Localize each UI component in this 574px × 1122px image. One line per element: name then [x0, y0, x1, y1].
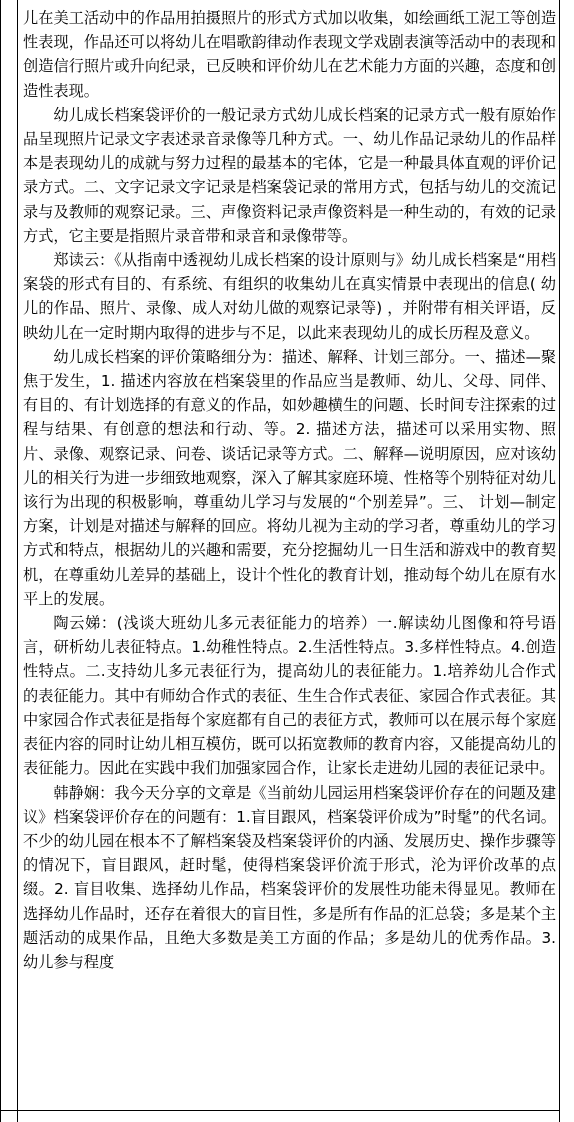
paragraph-han-jingxian: 韩静娴：我今天分享的文章是《当前幼儿园运用档案袋评价存在的问题及建议》档案袋评价存在的问题有：1.盲目跟风，档案袋评价成为”时髦”的代名词。不少的幼儿园在根本不了解档案袋及档案袋评价的内涵、发展历史、操作步骤等的情况下，盲目跟风，赶时髦，使得档案袋评价流于形式，沦为评价改革的点缀。2. 盲目收集、选择幼儿作品，档案袋评价的发展性功能未得显见。教师在选择幼儿作品时，还存在着很大的盲目性，多是所有作品的汇总袋；多是某个主题活动的成果作品，且绝大多数是美工方面的作品；多是幼儿的优秀作品。3. 幼儿参与程度	[23, 783, 556, 971]
paragraph-recording-methods: 幼儿成长档案袋评价的一般记录方式幼儿成长档案的记录方式一般有原始作品呈现照片记录文字表述录音录像等几种方式。一、幼儿作品记录幼儿的作品样本是表现幼儿的成就与努力过程的最基本的宅体，它是一种最具体直观的评价记录方式。二、文字记录文字记录是档案袋记录的常用方式，包括与幼儿的交流记录与及教师的观察记录。三、声像资料记录声像资料是一种生动的，有效的记录方式，它主要是指照片录音带和录音和录像带等。	[23, 105, 556, 245]
paragraph-tao-yundi: 陶云娣：(浅谈大班幼儿多元表征能力的培养）一.解读幼儿图像和符号语言，研析幼儿表征特点。1.幼稚性特点。2.生活性特点。3.多样性特点。4.创造性特点。二.支持幼儿多元表征行为，提高幼儿的表征能力。1.培养幼儿合作式的表征能力。其中有师幼合作式的表征、生生合作式表征、家园合作式表征。其中家园合作式表征是指每个家庭都有自己的表征方式，教师可以在展示每个家庭表征内容的同时让幼儿相互模仿，既可以拓宽教师的教育内容，又能提高幼儿的表征能力。因此在实践中我们加强家园合作，让家长走进幼儿园的表征记录中。	[23, 614, 556, 778]
paragraph-evaluation-strategy: 幼儿成长档案的评价策略细分为：描述、解释、计划三部分。一、描述—聚焦于发生，1. 描述内容放在档案袋里的作品应当是教师、幼儿、父母、同伴、有目的、有计划选择的有意义的作品，如妙趣横生的问题、长时间专注探索的过程与结果、有创意的想法和行动、等。2. 描述方法，描述可以采用实物、照片、录像、观察记录、问卷、谈话记录等方式。二、解释—说明原因，应对该幼儿的相关行为进一步细致地观察，深入了解其家庭环境、性格等个别特征对幼儿该行为出现的积极影响，尊重幼儿学习与发展的“个别差异”。三、 计划—制定方案，计划是对描述与解释的回应。将幼儿视为主动的学习者，尊重幼儿的学习方式和特点，根据幼儿的兴趣和需要，充分挖掘幼儿一日生活和游戏中的教育契机，在尊重幼儿差异的基础上，设计个性化的教育计划，推动每个幼儿在原有水平上的发展。	[23, 347, 556, 608]
paragraph-continuation: 儿在美工活动中的作品用拍摄照片的形式方式加以收集，如绘画纸工泥工等创造性表现，作品还可以将幼儿在唱歌韵律动作表现文学戏剧表演等活动中的表现和创造信行照片或升向纪录，已反映和评价幼儿在艺术能力方面的兴趣，态度和创造性表现。	[23, 9, 556, 100]
table-border-left	[0, 0, 1, 1122]
document-body	[23, 6, 556, 974]
table-border-bottom	[0, 1110, 560, 1111]
table-column-divider	[17, 0, 18, 1122]
paragraph-zheng-duyun: 郑读云：《从指南中透视幼儿成长档案的设计原则与》幼儿成长档案是“用档案袋的形式有目的、有系统、有组织的收集幼儿在真实情景中表现出的信息( 幼儿的作品、照片、录像、成人对幼儿做的观察记录等) ，并附带有相关评语，反映幼儿在一定时期内取得的进步与不足，以此来表现幼儿的成长历程及意义。	[23, 251, 556, 342]
table-border-right	[559, 0, 560, 1122]
